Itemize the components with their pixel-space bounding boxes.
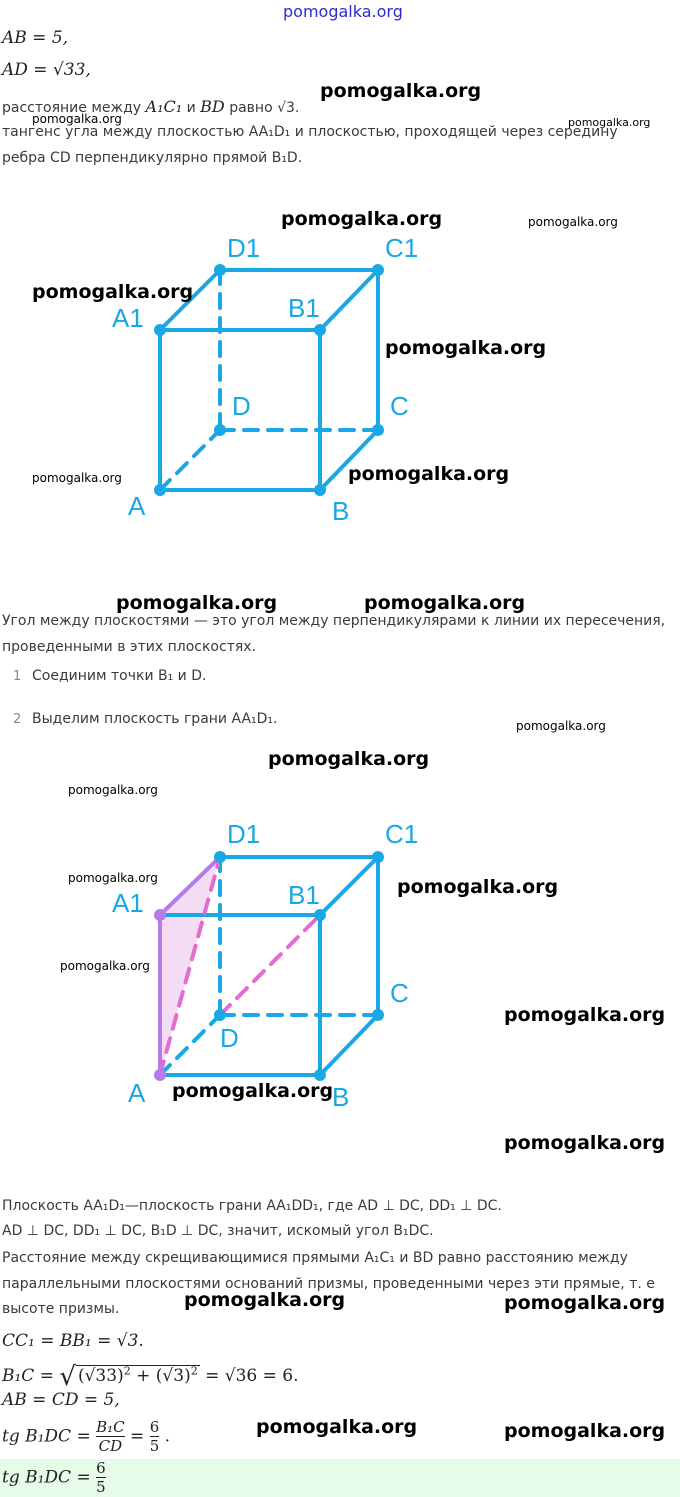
watermark: pomogalka.org (256, 1416, 418, 1438)
watermark: pomogalka.org (364, 592, 526, 614)
watermark: pomogalka.org (281, 208, 443, 230)
cube-figure-2 (110, 810, 430, 1110)
watermark: pomogalka.org (397, 876, 559, 898)
edge-ad (160, 430, 220, 490)
label2-d1: D1 (227, 819, 261, 849)
edge-b1c1 (320, 270, 378, 330)
watermark: pomogalka.org (504, 1292, 666, 1314)
label2-b1: B1 (288, 880, 320, 910)
watermark: pomogalka.org (568, 116, 651, 129)
given-tangent: тангенс угла между плоскостью AA₁D₁ и плоскостью, проходящей через середину (2, 124, 618, 140)
label-a: A (128, 491, 146, 521)
label2-d: D (220, 1023, 239, 1053)
equation-cc1: CC₁ = BB₁ = √3. (2, 1331, 144, 1351)
step-2-text: Выделим плоскость грани AA₁D₁. (32, 711, 278, 727)
diag-b1d (220, 915, 320, 1015)
step-1-number: 1 (13, 669, 22, 684)
watermark: pomogalka.org (32, 281, 194, 303)
label-a1: A1 (112, 303, 144, 333)
label-b1: B1 (288, 293, 320, 323)
watermark: pomogalka.org (504, 1004, 666, 1026)
site-link[interactable]: pomogalka.org (283, 2, 403, 21)
watermark: pomogalka.org (528, 215, 618, 229)
solution-line1: Плоскость AA₁D₁—плоскость грани AA₁DD₁, где AD ⊥ DC, DD₁ ⊥ DC. (2, 1198, 502, 1214)
watermark: pomogalka.org (504, 1420, 666, 1442)
explanation-line1: Угол между плоскостями — это угол между перпендикулярами к линии их пересечения, (2, 613, 666, 629)
equation-b1c: B₁C = √ $(√33)^2 + (√3)^2 = √36 = 6$. (2, 1362, 299, 1392)
watermark: pomogalka.org (348, 463, 510, 485)
watermark: pomogalka.org (32, 471, 122, 485)
watermark: pomogalka.org (320, 80, 482, 102)
watermark: pomogalka.org (184, 1289, 346, 1311)
label2-c: C (390, 978, 409, 1008)
label-c1: C1 (385, 233, 419, 263)
watermark: pomogalka.org (504, 1132, 666, 1154)
watermark: pomogalka.org (516, 719, 606, 733)
step-1-text: Соединим точки B₁ и D. (32, 668, 207, 684)
given-ab: AB = 5, (2, 28, 69, 48)
solution-line4: параллельными плоскостями оснований призмы, проведенными через эти прямые, т. е (2, 1276, 655, 1292)
label2-a: A (128, 1078, 146, 1108)
watermark: pomogalka.org (32, 112, 122, 126)
watermark: pomogalka.org (68, 783, 158, 797)
label-d: D (232, 391, 251, 421)
solution-line2: AD ⊥ DC, DD₁ ⊥ DC, B₁D ⊥ DC, значит, искомый угол B₁DC. (2, 1223, 434, 1239)
answer-box: tg B₁DC = $\frac{6}{5}$ (0, 1459, 680, 1497)
explanation-line2: проведенными в этих плоскостях. (2, 639, 257, 655)
watermark: pomogalka.org (116, 592, 278, 614)
solution-line5: высоте призмы. (2, 1301, 120, 1317)
given-ad: AD = √33, (2, 60, 91, 80)
equation-tangent: tg B₁DC = $\frac{\text{B₁C}}{CD}$ = $\frac{6}{5}$ . (2, 1418, 171, 1454)
given-distance: расстояние между A₁C₁ и BD равно √3. (2, 97, 300, 116)
watermark: pomogalka.org (68, 871, 158, 885)
watermark: pomogalka.org (385, 337, 547, 359)
label2-a1: A1 (112, 888, 144, 918)
step-2-number: 2 (13, 712, 22, 727)
given-tangent-cont: ребра CD перпендикулярно прямой B₁D. (2, 150, 303, 166)
watermark: pomogalka.org (172, 1080, 334, 1102)
label-c: C (390, 391, 409, 421)
watermark: pomogalka.org (268, 748, 430, 770)
label-b: B (332, 496, 350, 525)
label2-c1: C1 (385, 819, 419, 849)
label2-b: B (332, 1082, 350, 1110)
watermark: pomogalka.org (60, 959, 150, 973)
equation-ab-cd: AB = CD = 5, (2, 1390, 120, 1410)
label-d1: D1 (227, 233, 261, 263)
solution-line3: Расстояние между скрещивающимися прямыми A₁C₁ и BD равно расстоянию между (2, 1250, 628, 1266)
